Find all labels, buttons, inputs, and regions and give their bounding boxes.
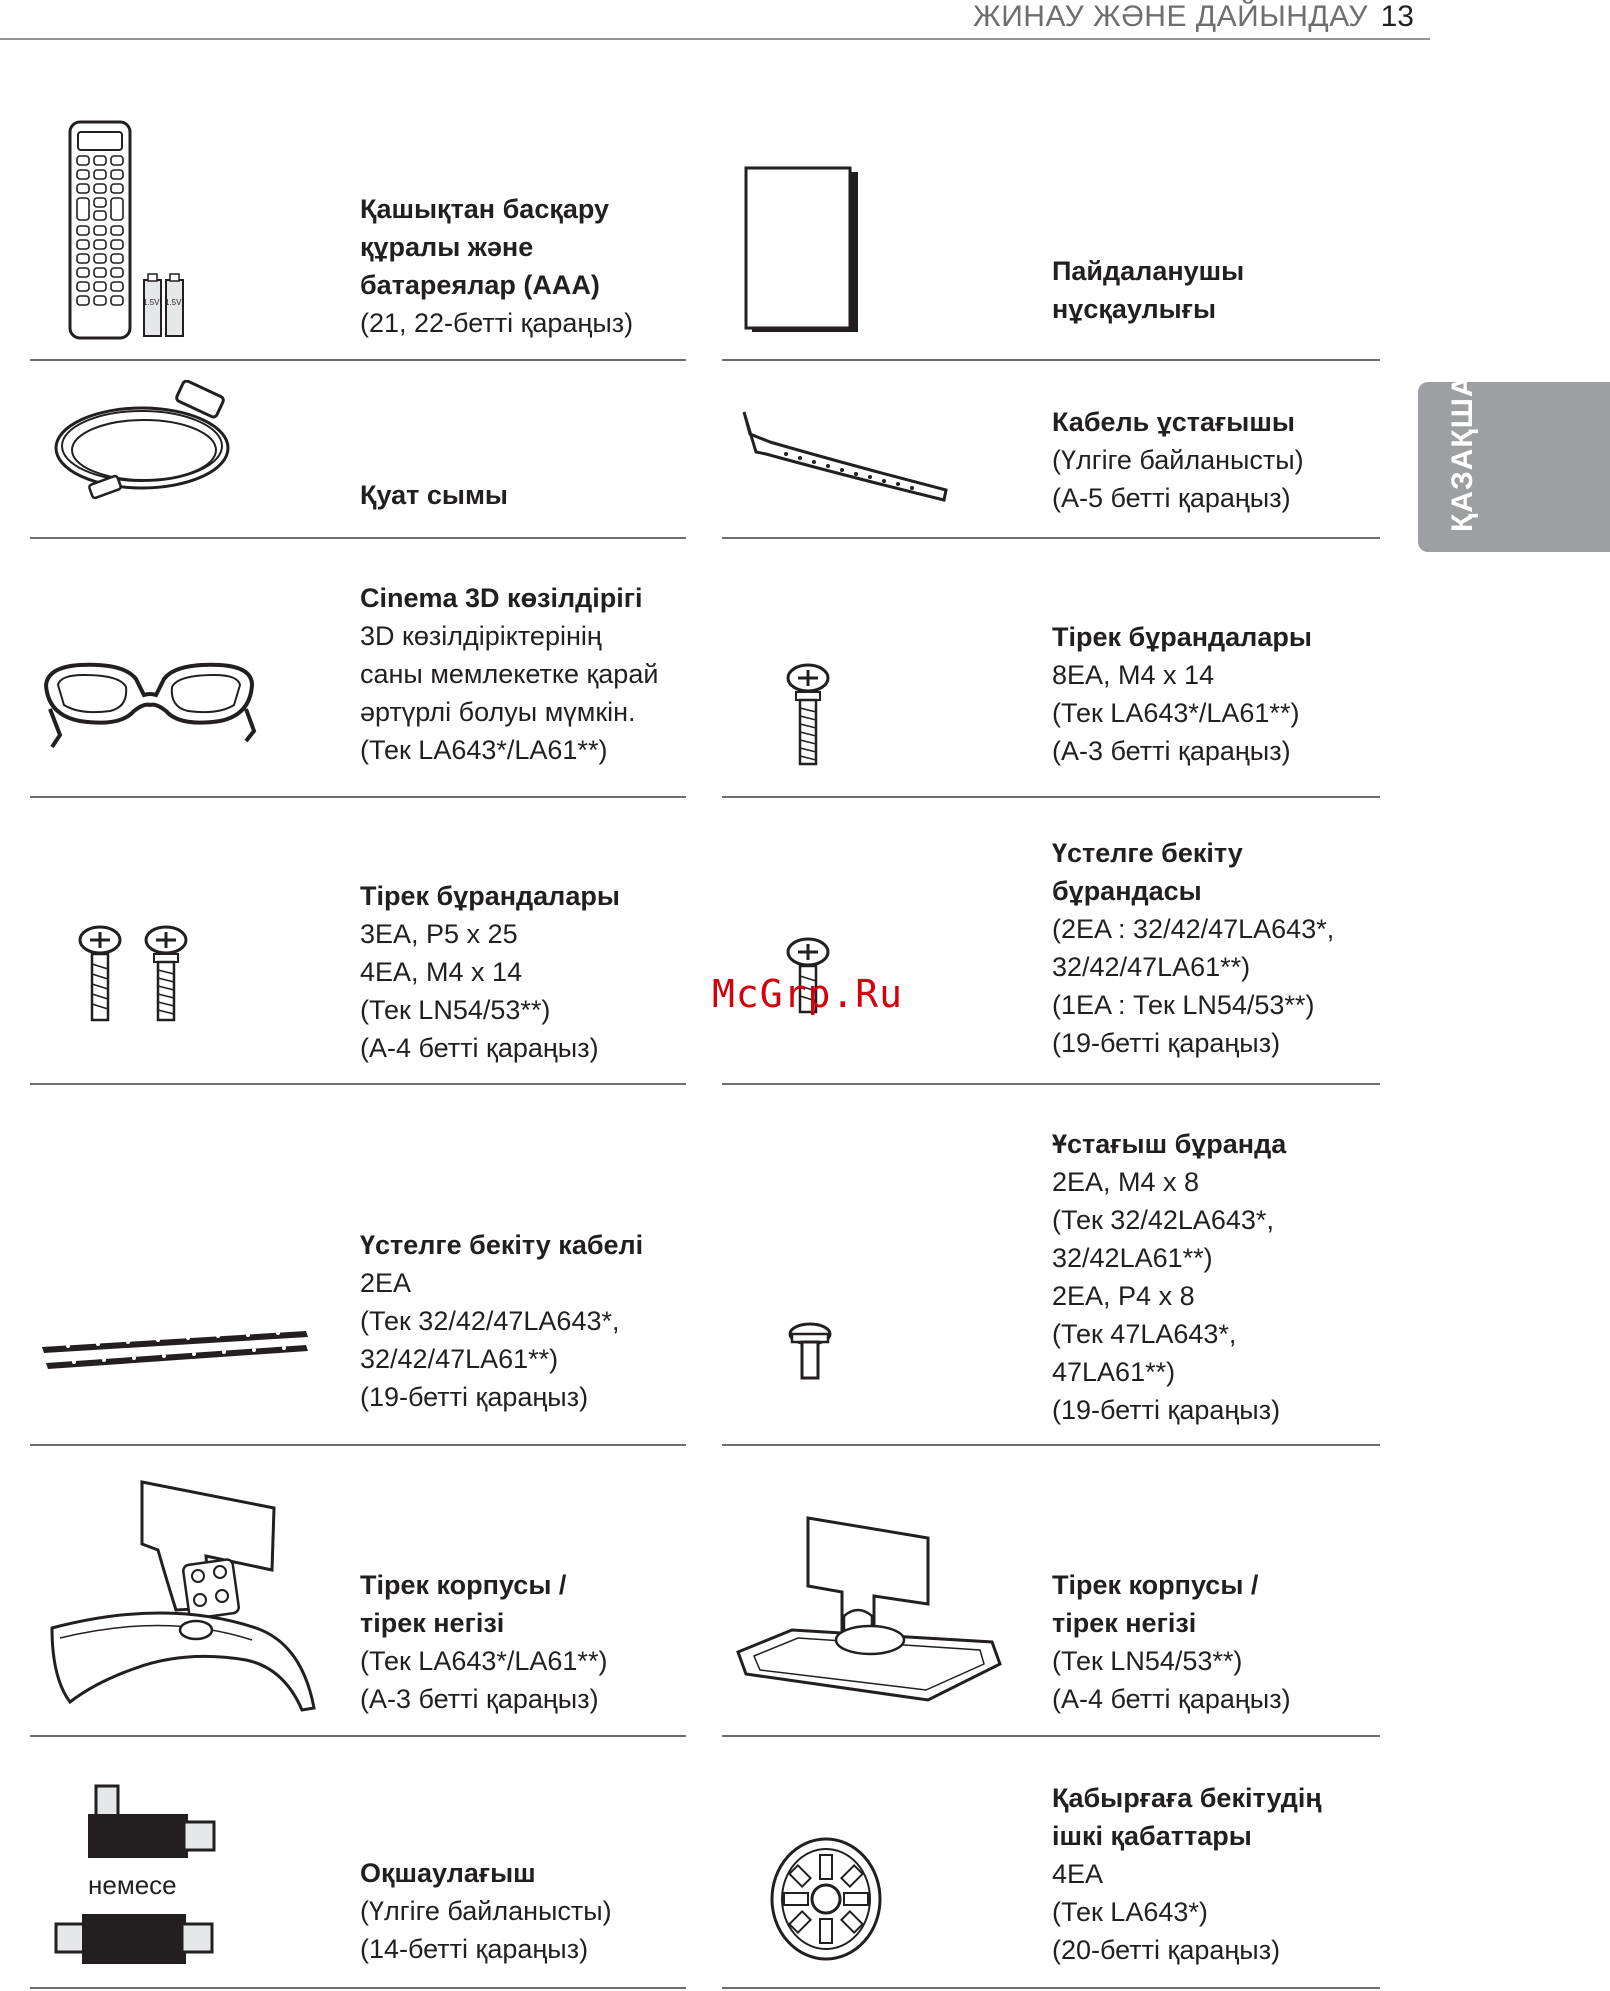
stand-screws-la-caption: Тірек бұрандалары 8EA, M4 x 14 (Тек LA643*/LA61**) (A-3 бетті қараңыз)	[1052, 622, 1312, 766]
stand-screw-icon	[782, 662, 834, 768]
language-tab-label: ҚАЗАҚША	[1446, 374, 1479, 532]
stand-screws-ln-caption: Тірек бұрандалары 3EA, P5 x 25 4EA, M4 x 14 (Тек LN54/53**) (A-4 бетті қараңыз)	[360, 881, 620, 1063]
battery-label: 1.5V	[143, 298, 160, 307]
stand-ln-icon	[732, 1512, 1006, 1712]
row-divider	[722, 1444, 1380, 1446]
language-tab	[1418, 374, 1610, 552]
watermark: McGrp.Ru	[712, 972, 904, 1016]
row-divider	[30, 1735, 686, 1737]
3d-glasses-icon	[40, 655, 260, 755]
desk-cable-caption: Үстелге бекіту кабелі 2EA (Тек 32/42/47LA643*, 32/42/47LA61**) (19-бетті қараңыз)	[360, 1230, 644, 1412]
power-cord-caption: Қуат сымы	[360, 480, 508, 510]
power-cord-icon	[50, 380, 250, 510]
desk-screw-caption: Үстелге бекіту бұрандасы (2EA : 32/42/47LA643*, 32/42/47LA61**) (1EA : Тек LN54/53**) (19-бетті қараңыз)	[1052, 838, 1335, 1058]
remote-caption: Қашықтан басқару құралы және батареялар (AAA) (21, 22-бетті қараңыз)	[360, 194, 634, 338]
stand-screws-pair-icon	[74, 924, 200, 1024]
desk-mount-cable-icon	[38, 1325, 314, 1375]
row-divider	[722, 1083, 1380, 1085]
stand-la-caption: Тірек корпусы / тірек негізі (Тек LA643*/LA61**) (A-3 бетті қараңыз)	[360, 1570, 608, 1714]
row-divider	[30, 796, 686, 798]
glasses-caption: Cinema 3D көзілдірігі 3D көзілдіріктерінің саны мемлекетке қарай әртүрлі болуы мүмкін. (Тек LA643*/LA61**)	[360, 583, 659, 765]
battery-label: 1.5V	[165, 298, 182, 307]
cable-holder-caption: Кабель ұстағышы (Үлгіге байланысты) (A-5 бетті қараңыз)	[1052, 407, 1304, 513]
user-manual-icon	[740, 166, 870, 336]
stand-la-icon	[46, 1478, 326, 1718]
section-title: ЖИНАУ ЖӘНЕ ДАЙЫНДАУ	[973, 0, 1368, 33]
isolator-caption: Оқшаулағыш (Үлгіге байланысты) (14-бетті қараңыз)	[360, 1858, 612, 1964]
stand-ln-caption: Тірек корпусы / тірек негізі (Тек LN54/53**) (A-4 бетті қараңыз)	[1052, 1570, 1291, 1714]
remote-control-icon	[66, 120, 196, 340]
row-divider	[722, 359, 1380, 361]
row-divider	[30, 537, 686, 539]
row-divider	[722, 1735, 1380, 1737]
row-divider	[30, 359, 686, 361]
manual-caption: Пайдаланушы нұсқаулығы	[1052, 256, 1245, 324]
isolator-alt-icon	[52, 1910, 222, 1972]
row-divider	[30, 1083, 686, 1085]
wall-spacers-caption: Қабырғаға бекітудің ішкі қабаттары 4EA (Тек LA643*) (20-бетті қараңыз)	[1052, 1783, 1322, 1965]
holder-screw-caption: Ұстағыш бұранда 2EA, M4 x 8 (Тек 32/42LA643*, 32/42LA61**) 2EA, P4 x 8 (Тек 47LA643*, 47LA61**) (19-бетті қараңыз)	[1052, 1129, 1287, 1425]
row-divider	[722, 537, 1380, 539]
isolator-icon	[52, 1782, 222, 1860]
page-number: 13	[1380, 0, 1414, 33]
row-divider	[722, 796, 1380, 798]
or-label: немесе	[88, 1870, 177, 1900]
row-divider	[722, 1987, 1380, 1989]
row-divider	[30, 1987, 686, 1989]
header-rule	[0, 38, 1430, 40]
wall-spacer-icon	[766, 1835, 884, 1965]
row-divider	[30, 1444, 686, 1446]
page-header	[0, 0, 1430, 40]
cable-holder-icon	[736, 404, 956, 514]
holder-screw-icon	[786, 1322, 836, 1382]
